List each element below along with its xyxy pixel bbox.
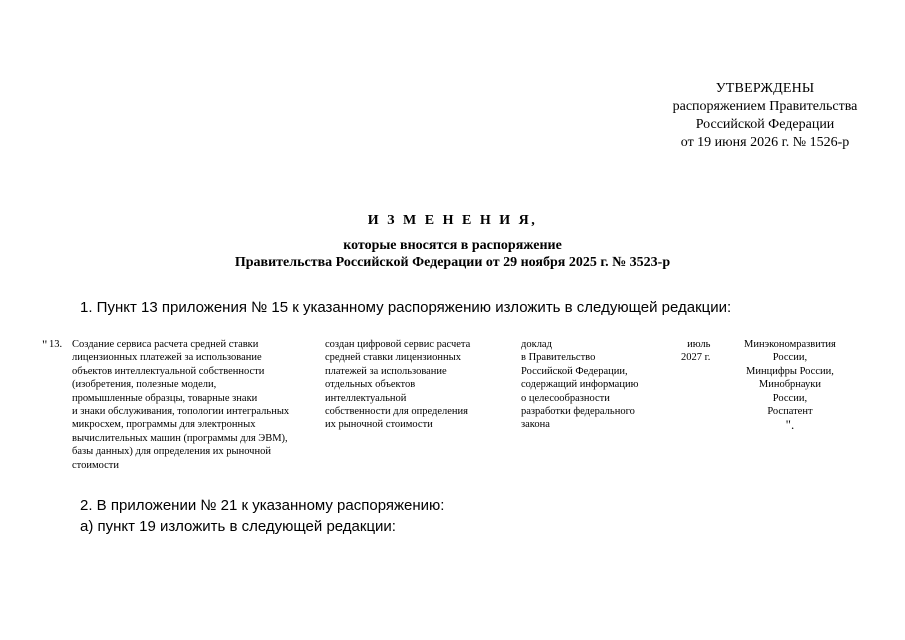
- paragraph-2: 2. В приложении № 21 к указанному распоряжению:: [80, 497, 445, 514]
- cell-line: (изобретения, полезные модели,: [72, 379, 217, 391]
- approval-block: [640, 80, 890, 152]
- cell-line: в Правительство: [521, 352, 596, 364]
- table-cell-deadline: [681, 338, 710, 365]
- cell-line: и знаки обслуживания, топологии интегральных: [72, 406, 290, 418]
- cell-line: отдельных объектов: [325, 379, 416, 391]
- document-subtitle: которые вносятся в распоряжение: [343, 238, 562, 253]
- open-quote: ": [42, 337, 48, 352]
- cell-line: [744, 405, 836, 432]
- cell-line: о целесообразности: [521, 392, 610, 404]
- cell-line: вычислительных машин (программы для ЭВМ),: [72, 432, 288, 444]
- cell-line: их рыночной стоимости: [325, 419, 433, 431]
- cell-line-text: Роспатент: [767, 406, 813, 418]
- cell-line: России,: [772, 352, 808, 364]
- row-number: 13.: [49, 339, 63, 350]
- cell-line: Минобрнауки: [758, 379, 822, 391]
- cell-line: России,: [772, 392, 808, 404]
- cell-line: содержащий информацию: [521, 379, 639, 391]
- table-cell-activity: [72, 338, 289, 472]
- approval-title: УТВЕРЖДЕНЫ: [715, 81, 815, 96]
- cell-line: стоимости: [72, 459, 120, 471]
- table-cell-result: [325, 338, 470, 432]
- cell-line: объектов интеллектуальной собственности: [72, 365, 265, 377]
- cell-line: средней ставки лицензионных: [325, 352, 461, 364]
- cell-line: базы данных) для определения их рыночной: [72, 446, 271, 458]
- cell-line: интеллектуальной: [325, 392, 407, 404]
- cell-line: закона: [521, 419, 550, 431]
- table-cell-responsible: [744, 338, 836, 432]
- document-subtitle: Правительства Российской Федерации от 29 ноября 2025 г. № 3523-р: [234, 255, 671, 270]
- cell-line: Минцифры России,: [746, 365, 834, 377]
- cell-line: промышленные образцы, товарные знаки: [72, 392, 258, 404]
- close-quote: ".: [785, 417, 795, 433]
- cell-line: Минэкономразвития: [744, 339, 836, 350]
- cell-line: разработки федерального: [521, 406, 635, 418]
- cell-line: Российской Федерации,: [521, 365, 628, 377]
- cell-line: микросхем, программы для электронных: [72, 419, 256, 431]
- approval-line: от 19 июня 2026 г. № 1526-р: [680, 135, 850, 150]
- approval-line: Российской Федерации: [695, 117, 835, 132]
- cell-line: платежей за использование: [325, 365, 447, 377]
- approval-line: распоряжением Правительства: [672, 99, 858, 114]
- cell-line: создан цифровой сервис расчета: [325, 339, 471, 350]
- cell-line: собственности для определения: [325, 406, 468, 418]
- document-title: И З М Е Н Е Н И Я,: [367, 213, 538, 228]
- paragraph-1: 1. Пункт 13 приложения № 15 к указанному распоряжению изложить в следующей редакции:: [80, 299, 732, 316]
- table-cell-report: [521, 338, 638, 432]
- cell-line: доклад: [521, 339, 552, 350]
- cell-line: 2027 г.: [681, 352, 711, 364]
- cell-line: июль: [687, 339, 711, 350]
- paragraph-3: а) пункт 19 изложить в следующей редакции:: [80, 518, 396, 535]
- cell-line: лицензионных платежей за использование: [72, 352, 262, 364]
- cell-line: Создание сервиса расчета средней ставки: [72, 339, 259, 350]
